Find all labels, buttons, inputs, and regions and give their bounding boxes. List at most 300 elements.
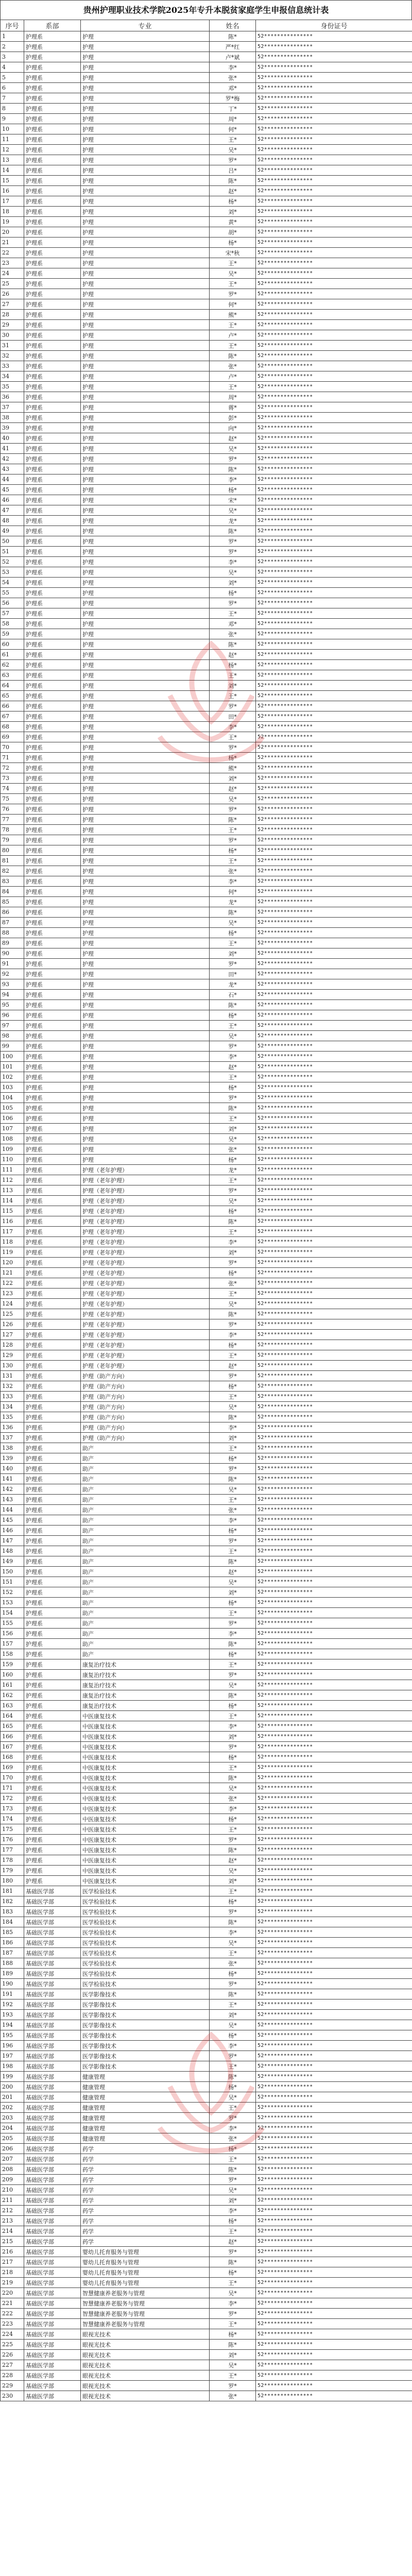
department-cell: 护理系 — [24, 1711, 81, 1721]
table-row — [1, 660, 412, 670]
department-cell: 护理系 — [24, 1289, 81, 1299]
id-cell: 52*************** — [256, 52, 412, 62]
name-cell: 吴* — [210, 1402, 256, 1412]
name-cell: 李* — [210, 1804, 256, 1814]
table-row — [1, 1165, 412, 1175]
name-cell: 何* — [210, 299, 256, 310]
name-cell: 吴* — [210, 1783, 256, 1793]
name-cell: 赵* — [210, 650, 256, 660]
department-cell: 护理系 — [24, 248, 81, 258]
major-cell: 护理 — [81, 1031, 210, 1041]
name-cell: 李* — [210, 1330, 256, 1340]
id-cell: 52*************** — [256, 1927, 412, 1938]
table-row — [1, 1103, 412, 1113]
table-row — [1, 691, 412, 701]
department-cell: 护理系 — [24, 1072, 81, 1082]
department-cell: 护理系 — [24, 1206, 81, 1216]
major-cell: 健康管理 — [81, 2072, 210, 2082]
department-cell: 基础医学部 — [24, 1948, 81, 1958]
index-cell: 116 — [1, 1216, 24, 1227]
id-cell: 52*************** — [256, 660, 412, 670]
id-cell: 52*************** — [256, 887, 412, 897]
id-cell: 52*************** — [256, 1876, 412, 1886]
department-cell: 护理系 — [24, 1422, 81, 1433]
name-cell: 王* — [210, 1659, 256, 1670]
major-cell: 智慧健康养老服务与管理 — [81, 2319, 210, 2329]
major-cell: 眼视光技术 — [81, 2391, 210, 2401]
major-cell: 康复治疗技术 — [81, 1701, 210, 1711]
major-cell: 护理 — [81, 134, 210, 145]
id-cell: 52*************** — [256, 402, 412, 413]
index-cell: 78 — [1, 825, 24, 835]
table-row — [1, 1093, 412, 1103]
id-cell: 52*************** — [256, 639, 412, 650]
table-row — [1, 1175, 412, 1185]
department-cell: 基础医学部 — [24, 2072, 81, 2082]
department-cell: 基础医学部 — [24, 2381, 81, 2391]
major-cell: 护理（老年护理） — [81, 1196, 210, 1206]
name-cell: 刘* — [210, 1247, 256, 1258]
index-cell: 110 — [1, 1155, 24, 1165]
department-cell: 护理系 — [24, 1680, 81, 1690]
table-row — [1, 567, 412, 578]
table-row — [1, 2030, 412, 2041]
name-cell: 李* — [210, 474, 256, 485]
major-cell: 护理（助产方向） — [81, 1392, 210, 1402]
name-cell: 张* — [210, 866, 256, 876]
major-cell: 护理（老年护理） — [81, 1309, 210, 1319]
name-cell: 吴* — [210, 567, 256, 578]
name-cell: 杨* — [210, 1701, 256, 1711]
major-cell: 智慧健康养老服务与管理 — [81, 2298, 210, 2309]
index-cell: 23 — [1, 258, 24, 268]
index-cell: 42 — [1, 454, 24, 464]
id-cell: 52*************** — [256, 2103, 412, 2113]
major-cell: 护理（老年护理） — [81, 1247, 210, 1258]
name-cell: 龙* — [210, 897, 256, 907]
table-row — [1, 1330, 412, 1340]
table-row — [1, 1464, 412, 1474]
table-row — [1, 1577, 412, 1587]
index-cell: 208 — [1, 2164, 24, 2175]
major-cell: 药学 — [81, 2236, 210, 2247]
name-cell: 王* — [210, 2319, 256, 2329]
department-cell: 护理系 — [24, 279, 81, 289]
index-cell: 46 — [1, 495, 24, 505]
name-cell: 陈* — [210, 1845, 256, 1855]
major-cell: 护理 — [81, 423, 210, 433]
index-cell: 8 — [1, 104, 24, 114]
index-cell: 188 — [1, 1958, 24, 1969]
table-row — [1, 1659, 412, 1670]
table-row — [1, 299, 412, 310]
department-cell: 护理系 — [24, 1649, 81, 1659]
id-cell: 52*************** — [256, 1577, 412, 1587]
id-cell: 52*************** — [256, 62, 412, 73]
index-cell: 213 — [1, 2216, 24, 2226]
major-cell: 医学检验技术 — [81, 1938, 210, 1948]
table-row — [1, 2350, 412, 2360]
index-cell: 217 — [1, 2257, 24, 2267]
id-cell: 52*************** — [256, 1185, 412, 1196]
id-cell: 52*************** — [256, 104, 412, 114]
name-cell: 陈* — [210, 31, 256, 42]
name-cell: 吴* — [210, 794, 256, 804]
major-cell: 护理 — [81, 526, 210, 536]
index-cell: 55 — [1, 588, 24, 598]
major-cell: 眼视光技术 — [81, 2329, 210, 2340]
id-cell: 52*************** — [256, 1618, 412, 1629]
department-cell: 基础医学部 — [24, 2092, 81, 2103]
department-cell: 护理系 — [24, 691, 81, 701]
name-cell: 杨* — [210, 2216, 256, 2226]
major-cell: 护理 — [81, 845, 210, 856]
table-row — [1, 1989, 412, 1999]
major-cell: 医学检验技术 — [81, 1927, 210, 1938]
department-cell: 护理系 — [24, 1526, 81, 1536]
table-row — [1, 536, 412, 547]
department-cell: 护理系 — [24, 1330, 81, 1340]
table-row — [1, 1495, 412, 1505]
table-row — [1, 1031, 412, 1041]
table-row — [1, 433, 412, 444]
major-cell: 护理 — [81, 155, 210, 165]
department-cell: 护理系 — [24, 969, 81, 979]
id-cell: 52*************** — [256, 361, 412, 371]
major-cell: 护理 — [81, 83, 210, 93]
name-cell: 杨* — [210, 2144, 256, 2154]
major-cell: 护理 — [81, 969, 210, 979]
name-cell: 张* — [210, 73, 256, 83]
table-row — [1, 1752, 412, 1762]
name-cell: 陈* — [210, 2340, 256, 2350]
department-cell: 护理系 — [24, 711, 81, 722]
id-cell: 52*************** — [256, 1412, 412, 1422]
index-cell: 67 — [1, 711, 24, 722]
name-cell: 罗* — [210, 2175, 256, 2185]
department-cell: 护理系 — [24, 330, 81, 341]
id-cell: 52*************** — [256, 1732, 412, 1742]
index-cell: 115 — [1, 1206, 24, 1216]
name-cell: 罗* — [210, 1319, 256, 1330]
table-row — [1, 2381, 412, 2391]
department-cell: 护理系 — [24, 268, 81, 279]
major-cell: 智慧健康养老服务与管理 — [81, 2288, 210, 2298]
name-cell: 吴* — [210, 1031, 256, 1041]
major-cell: 护理 — [81, 227, 210, 238]
department-cell: 护理系 — [24, 93, 81, 104]
department-cell: 护理系 — [24, 124, 81, 134]
name-cell: 王* — [210, 1113, 256, 1124]
name-cell: 王* — [210, 1392, 256, 1402]
department-cell: 基础医学部 — [24, 1917, 81, 1927]
index-cell: 14 — [1, 165, 24, 176]
department-cell: 护理系 — [24, 876, 81, 887]
index-cell: 197 — [1, 2051, 24, 2061]
name-cell: 卢*斌 — [210, 52, 256, 62]
department-cell: 基础医学部 — [24, 2309, 81, 2319]
major-cell: 护理 — [81, 670, 210, 681]
index-cell: 118 — [1, 1237, 24, 1247]
index-cell: 87 — [1, 918, 24, 928]
id-cell: 52*************** — [256, 742, 412, 753]
name-cell: 吴* — [210, 1866, 256, 1876]
index-cell: 216 — [1, 2247, 24, 2257]
index-cell: 226 — [1, 2350, 24, 2360]
department-cell: 护理系 — [24, 1021, 81, 1031]
index-cell: 145 — [1, 1515, 24, 1526]
table-row — [1, 2370, 412, 2381]
index-cell: 30 — [1, 330, 24, 341]
department-cell: 基础医学部 — [24, 1907, 81, 1917]
index-cell: 28 — [1, 310, 24, 320]
id-cell: 52*************** — [256, 2185, 412, 2195]
name-cell: 刘* — [210, 2195, 256, 2206]
department-cell: 护理系 — [24, 1041, 81, 1052]
id-cell: 52*************** — [256, 1999, 412, 2010]
table-row — [1, 93, 412, 104]
department-cell: 护理系 — [24, 1742, 81, 1752]
name-cell: 罗* — [210, 1835, 256, 1845]
name-cell: 吴* — [210, 1134, 256, 1144]
index-cell: 74 — [1, 784, 24, 794]
department-cell: 护理系 — [24, 1546, 81, 1556]
index-cell: 114 — [1, 1196, 24, 1206]
index-cell: 36 — [1, 392, 24, 402]
index-cell: 221 — [1, 2298, 24, 2309]
table-row — [1, 1587, 412, 1598]
id-cell: 52*************** — [256, 1866, 412, 1876]
id-cell: 52*************** — [256, 2144, 412, 2154]
major-cell: 护理 — [81, 413, 210, 423]
name-cell: 罗* — [210, 1185, 256, 1196]
major-cell: 护理 — [81, 114, 210, 124]
id-cell: 52*************** — [256, 1258, 412, 1268]
name-cell: 陈* — [210, 2257, 256, 2267]
department-cell: 护理系 — [24, 1845, 81, 1855]
major-cell: 护理 — [81, 62, 210, 73]
major-cell: 护理 — [81, 1010, 210, 1021]
major-cell: 护理 — [81, 773, 210, 784]
index-cell: 172 — [1, 1793, 24, 1804]
department-cell: 护理系 — [24, 763, 81, 773]
department-cell: 护理系 — [24, 320, 81, 330]
department-cell: 基础医学部 — [24, 1999, 81, 2010]
department-cell: 护理系 — [24, 1732, 81, 1742]
index-cell: 44 — [1, 474, 24, 485]
index-cell: 93 — [1, 979, 24, 990]
name-cell: 李* — [210, 1629, 256, 1639]
index-cell: 166 — [1, 1732, 24, 1742]
name-cell: 陈* — [210, 526, 256, 536]
table-row — [1, 1515, 412, 1526]
table-row — [1, 1072, 412, 1082]
major-cell: 护理 — [81, 42, 210, 52]
id-cell: 52*************** — [256, 2216, 412, 2226]
name-cell: 杨* — [210, 845, 256, 856]
table-row — [1, 124, 412, 134]
id-cell: 52*************** — [256, 1690, 412, 1701]
table-row — [1, 2360, 412, 2370]
table-row — [1, 1958, 412, 1969]
department-cell: 基础医学部 — [24, 2257, 81, 2267]
major-cell: 医学检验技术 — [81, 1907, 210, 1917]
name-cell: 王* — [210, 1948, 256, 1958]
index-cell: 92 — [1, 969, 24, 979]
index-cell: 206 — [1, 2144, 24, 2154]
table-row — [1, 773, 412, 784]
index-cell: 56 — [1, 598, 24, 608]
id-cell: 52*************** — [256, 1680, 412, 1690]
id-cell: 52*************** — [256, 474, 412, 485]
department-cell: 护理系 — [24, 1412, 81, 1422]
table-row — [1, 1608, 412, 1618]
table-row — [1, 681, 412, 691]
id-cell: 52*************** — [256, 1237, 412, 1247]
major-cell: 中医康复技术 — [81, 1732, 210, 1742]
index-cell: 102 — [1, 1072, 24, 1082]
table-row — [1, 2175, 412, 2185]
id-cell: 52*************** — [256, 1134, 412, 1144]
table-row — [1, 701, 412, 711]
table-row — [1, 763, 412, 773]
table-row — [1, 1505, 412, 1515]
department-cell: 基础医学部 — [24, 2236, 81, 2247]
id-cell: 52*************** — [256, 186, 412, 196]
name-cell: 杨* — [210, 1082, 256, 1093]
table-row — [1, 258, 412, 268]
major-cell: 护理 — [81, 948, 210, 959]
table-row — [1, 969, 412, 979]
id-cell: 52*************** — [256, 1247, 412, 1258]
name-cell: 杨* — [210, 485, 256, 495]
major-cell: 医学影像技术 — [81, 2061, 210, 2072]
index-cell: 230 — [1, 2391, 24, 2401]
table-row — [1, 62, 412, 73]
major-cell: 医学检验技术 — [81, 1917, 210, 1927]
major-cell: 护理 — [81, 495, 210, 505]
major-cell: 健康管理 — [81, 2133, 210, 2144]
table-row — [1, 1598, 412, 1608]
table-row — [1, 2206, 412, 2216]
major-cell: 护理 — [81, 320, 210, 330]
table-row — [1, 2278, 412, 2288]
name-cell: 王* — [210, 1999, 256, 2010]
name-cell: 罗*梅 — [210, 93, 256, 104]
id-cell: 52*************** — [256, 990, 412, 1000]
table-row — [1, 1783, 412, 1793]
major-cell: 护理 — [81, 382, 210, 392]
department-cell: 基础医学部 — [24, 2360, 81, 2370]
department-cell: 护理系 — [24, 825, 81, 835]
major-cell: 助产 — [81, 1495, 210, 1505]
department-cell: 护理系 — [24, 351, 81, 361]
name-cell: 王* — [210, 1824, 256, 1835]
major-cell: 护理 — [81, 268, 210, 279]
department-cell: 护理系 — [24, 1577, 81, 1587]
department-cell: 护理系 — [24, 670, 81, 681]
name-cell: 赵* — [210, 186, 256, 196]
id-cell: 52*************** — [256, 1361, 412, 1371]
name-cell: 杨* — [210, 1526, 256, 1536]
column-header-name: 姓名 — [210, 20, 256, 31]
major-cell: 健康管理 — [81, 2113, 210, 2123]
id-cell: 52*************** — [256, 2113, 412, 2123]
id-cell: 52*************** — [256, 1175, 412, 1185]
table-row — [1, 1546, 412, 1556]
major-cell: 护理 — [81, 856, 210, 866]
major-cell: 助产 — [81, 1443, 210, 1453]
table-row — [1, 73, 412, 83]
id-cell: 52*************** — [256, 392, 412, 402]
department-cell: 护理系 — [24, 1216, 81, 1227]
department-cell: 护理系 — [24, 948, 81, 959]
department-cell: 护理系 — [24, 1134, 81, 1144]
index-cell: 17 — [1, 196, 24, 207]
department-cell: 护理系 — [24, 1866, 81, 1876]
department-cell: 基础医学部 — [24, 2041, 81, 2051]
department-cell: 护理系 — [24, 1010, 81, 1021]
major-cell: 护理 — [81, 351, 210, 361]
table-row — [1, 2216, 412, 2226]
name-cell: 吴* — [210, 1196, 256, 1206]
id-cell: 52*************** — [256, 732, 412, 742]
id-cell: 52*************** — [256, 691, 412, 701]
index-cell: 85 — [1, 897, 24, 907]
department-cell: 护理系 — [24, 1587, 81, 1598]
index-cell: 183 — [1, 1907, 24, 1917]
table-row — [1, 1680, 412, 1690]
table-row — [1, 238, 412, 248]
index-cell: 149 — [1, 1556, 24, 1567]
department-cell: 护理系 — [24, 1268, 81, 1278]
index-cell: 178 — [1, 1855, 24, 1866]
name-cell: 陈* — [210, 351, 256, 361]
table-row — [1, 907, 412, 918]
name-cell: 龙* — [210, 516, 256, 526]
major-cell: 护理 — [81, 1093, 210, 1103]
name-cell: 吴* — [210, 2288, 256, 2298]
id-cell: 52*************** — [256, 1938, 412, 1948]
table-row — [1, 711, 412, 722]
department-cell: 护理系 — [24, 1175, 81, 1185]
id-cell: 52*************** — [256, 1216, 412, 1227]
department-cell: 护理系 — [24, 1474, 81, 1484]
major-cell: 医学影像技术 — [81, 2051, 210, 2061]
name-cell: 王* — [210, 1227, 256, 1237]
name-cell: 龙* — [210, 979, 256, 990]
major-cell: 护理（老年护理） — [81, 1237, 210, 1247]
index-cell: 2 — [1, 42, 24, 52]
table-row — [1, 856, 412, 866]
index-cell: 15 — [1, 176, 24, 186]
id-cell: 52*************** — [256, 196, 412, 207]
name-cell: 张* — [210, 2133, 256, 2144]
major-cell: 护理（老年护理） — [81, 1227, 210, 1237]
table-row — [1, 1814, 412, 1824]
index-cell: 164 — [1, 1711, 24, 1721]
id-cell: 52*************** — [256, 124, 412, 134]
department-cell: 护理系 — [24, 495, 81, 505]
name-cell: 张* — [210, 629, 256, 639]
index-cell: 209 — [1, 2175, 24, 2185]
table-row — [1, 2340, 412, 2350]
department-cell: 基础医学部 — [24, 2288, 81, 2298]
index-cell: 104 — [1, 1093, 24, 1103]
department-cell: 护理系 — [24, 660, 81, 670]
id-cell: 52*************** — [256, 2309, 412, 2319]
name-cell: 王* — [210, 320, 256, 330]
